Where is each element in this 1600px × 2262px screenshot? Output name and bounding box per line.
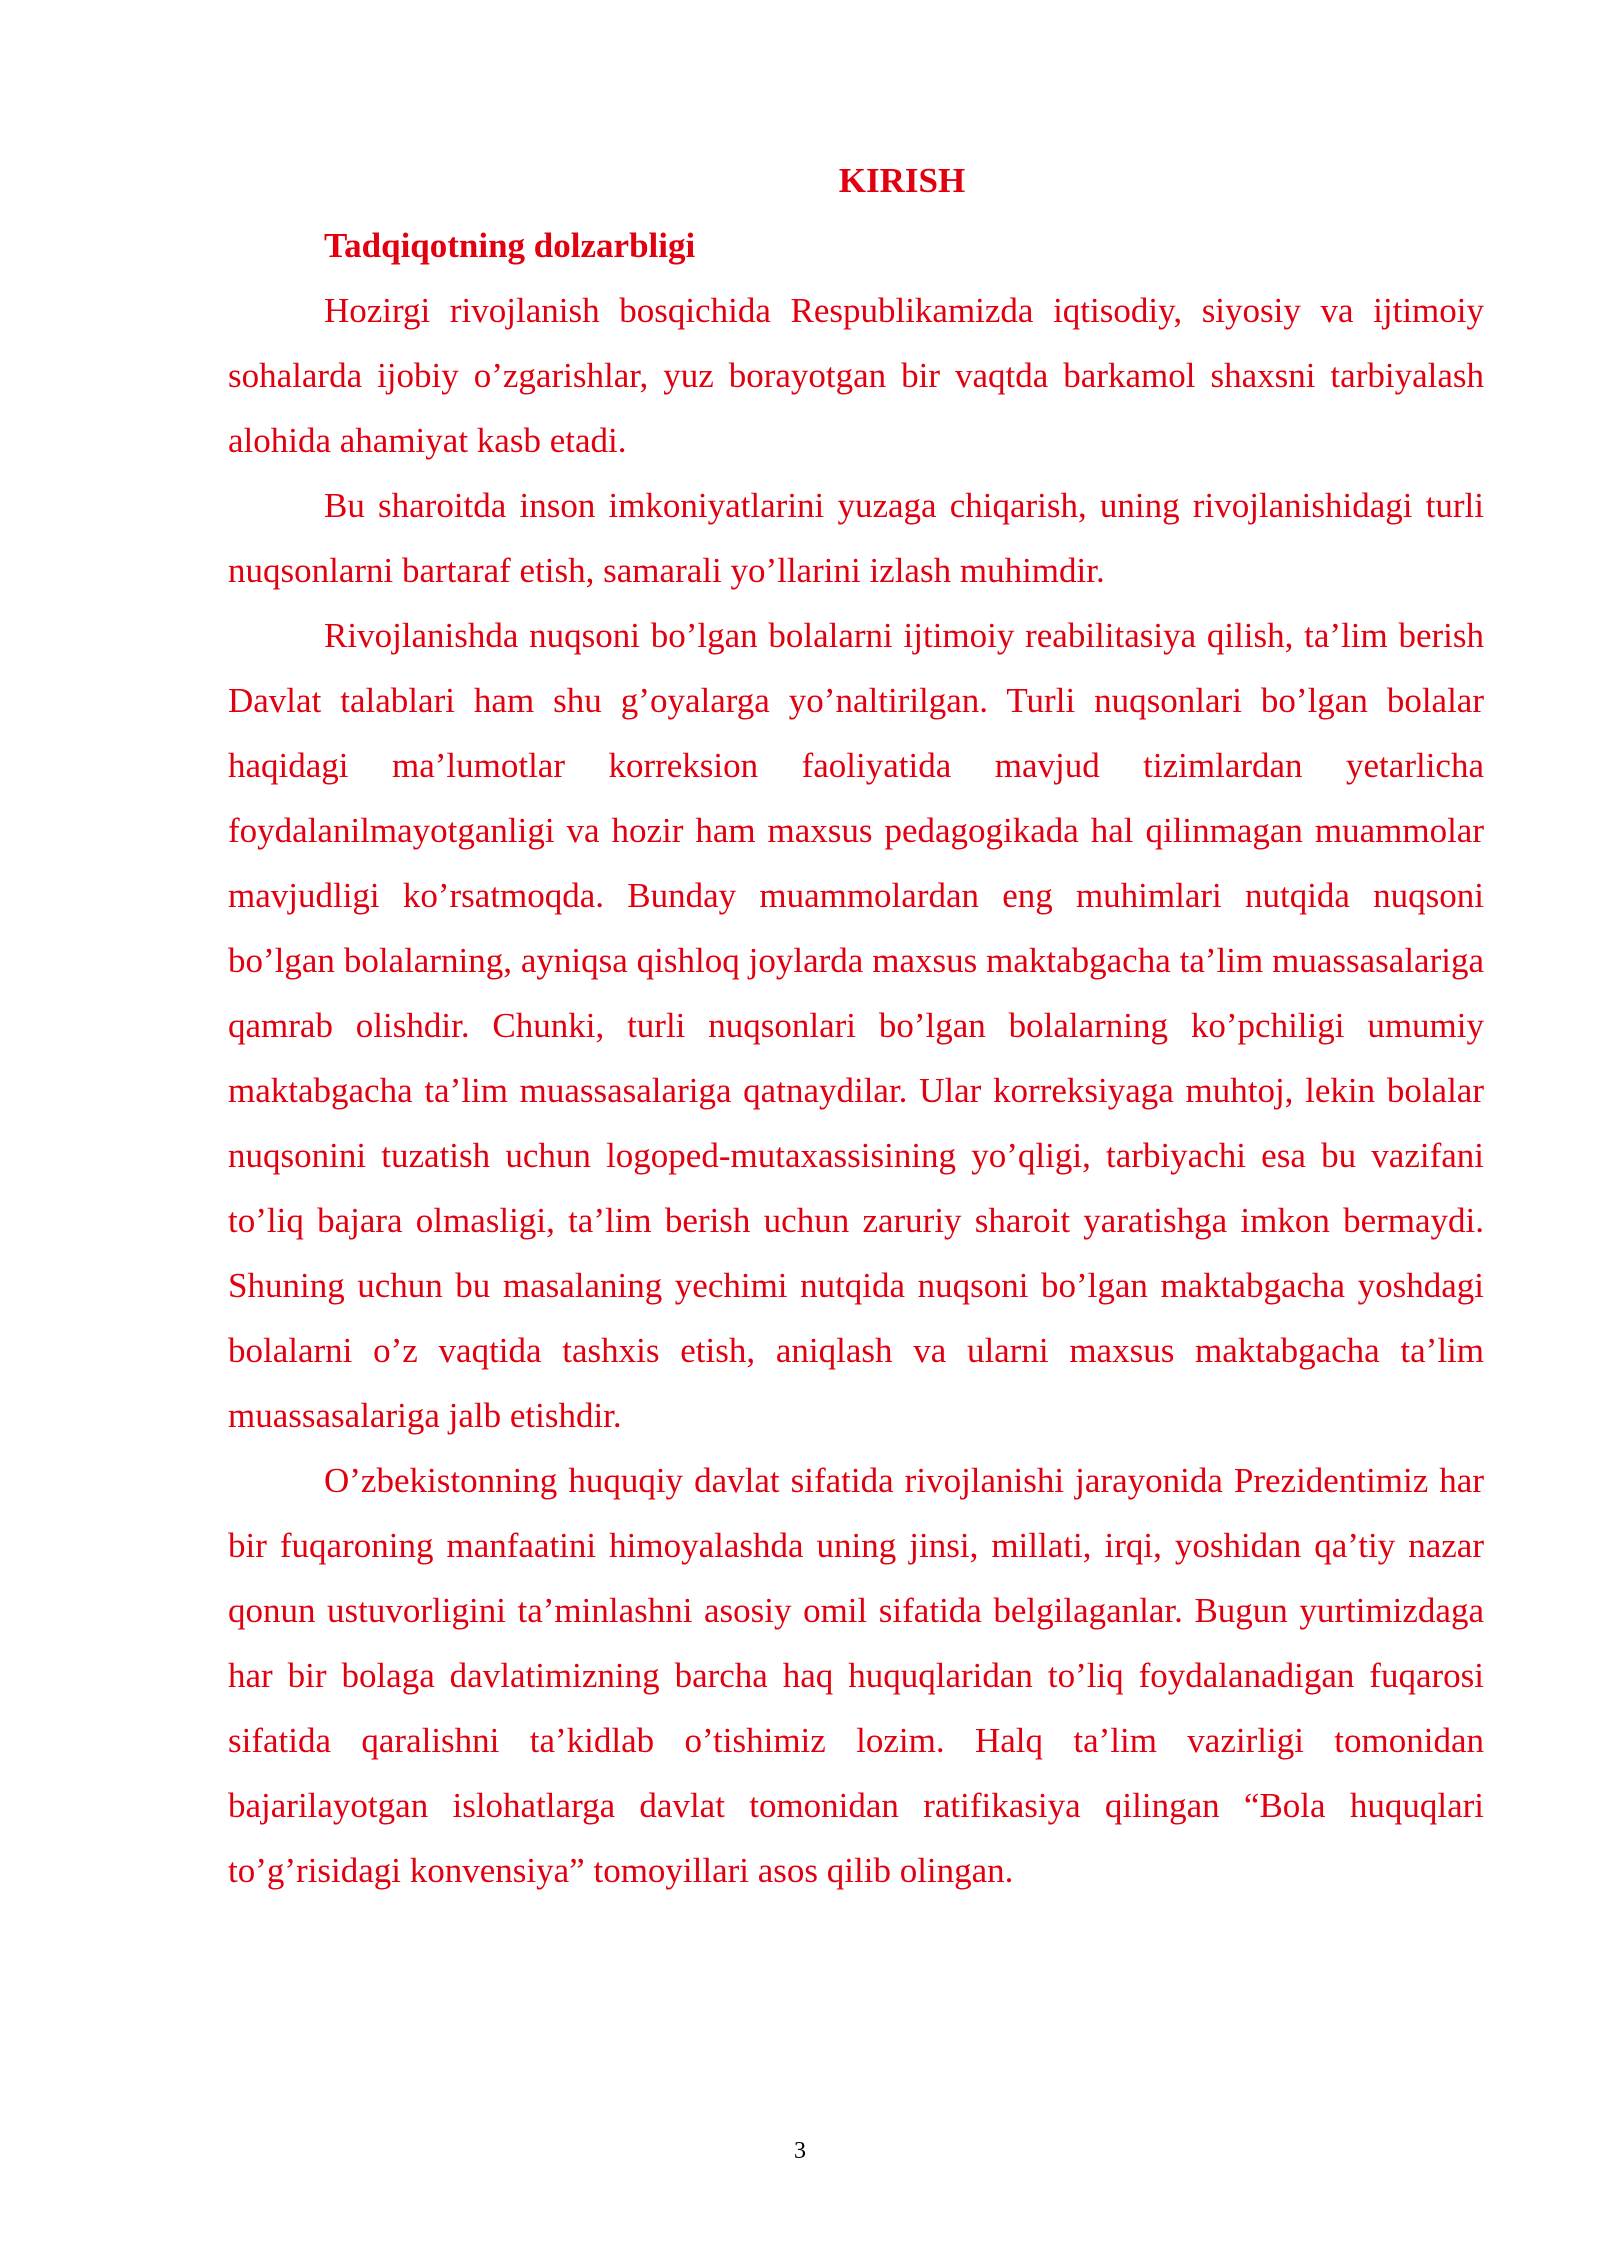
section-subtitle: Tadqiqotning dolzarbligi	[324, 226, 696, 265]
page-number: 3	[794, 2138, 806, 2164]
section-title: KIRISH	[838, 161, 966, 200]
paragraph-2: Bu sharoitda inson imkoniyatlarini yuzaga chiqarish, uning rivojlanishidagi turli nuqsonlarni bartaraf etish, samarali yo’llarini izlash muhimdir.	[228, 486, 1484, 590]
paragraph-1: Hozirgi rivojlanish bosqichida Respublikamizda iqtisodiy, siyosiy va ijtimoiy sohalarda ijobiy o’zgarishlar, yuz borayotgan bir vaqtda barkamol shaxsni tarbiyalash alohida ahamiyat kasb etadi.	[228, 291, 1484, 460]
paragraph-4: O’zbekistonning huquqiy davlat sifatida rivojlanishi jarayonida Prezidentimiz har bir fuqaroning manfaatini himoyalashda uning jinsi, millati, irqi, yoshidan qa’tiy nazar qonun ustuvorligini ta’minlashni asosiy omil sifatida belgilaganlar. Bugun yurtimizdaga har bir bolaga davlatimizning barcha haq huquqlaridan to’liq foydalanadigan fuqarosi sifatida qaralishni ta’kidlab o’tishimiz lozim. Halq ta’lim vazirligi tomonidan bajarilayotgan islohatlarga davlat tomonidan ratifikasiya qilingan “Bola huquqlari to’g’risidagi konvensiya” tomoyillari asos qilib olingan.	[228, 1461, 1484, 1890]
page-content	[228, 148, 1484, 1903]
paragraph-3: Rivojlanishda nuqsoni bo’lgan bolalarni ijtimoiy reabilitasiya qilish, ta’lim berish Davlat talablari ham shu g’oyalarga yo’naltirilgan. Turli nuqsonlari bo’lgan bolalar haqidagi ma’lumotlar korreksion faoliyatida mavjud tizimlardan yetarlicha foydalanilmayotganligi va hozir ham maxsus pedagogikada hal qilinmagan muammolar mavjudligi ko’rsatmoqda. Bunday muammolardan eng muhimlari nutqida nuqsoni bo’lgan bolalarning, ayniqsa qishloq joylarda maxsus maktabgacha ta’lim muassasalariga qamrab olishdir. Chunki, turli nuqsonlari bo’lgan bolalarning ko’pchiligi umumiy maktabgacha ta’lim muassasalariga qatnaydilar. Ular korreksiyaga muhtoj, lekin bolalar nuqsonini tuzatish uchun logoped-mutaxassisining yo’qligi, tarbiyachi esa bu vazifani to’liq bajara olmasligi, ta’lim berish uchun zaruriy sharoit yaratishga imkon bermaydi. Shuning uchun bu masalaning yechimi nutqida nuqsoni bo’lgan maktabgacha yoshdagi bolalarni o’z vaqtida tashxis etish, aniqlash va ularni maxsus maktabgacha ta’lim muassasalariga jalb etishdir.	[228, 616, 1484, 1435]
